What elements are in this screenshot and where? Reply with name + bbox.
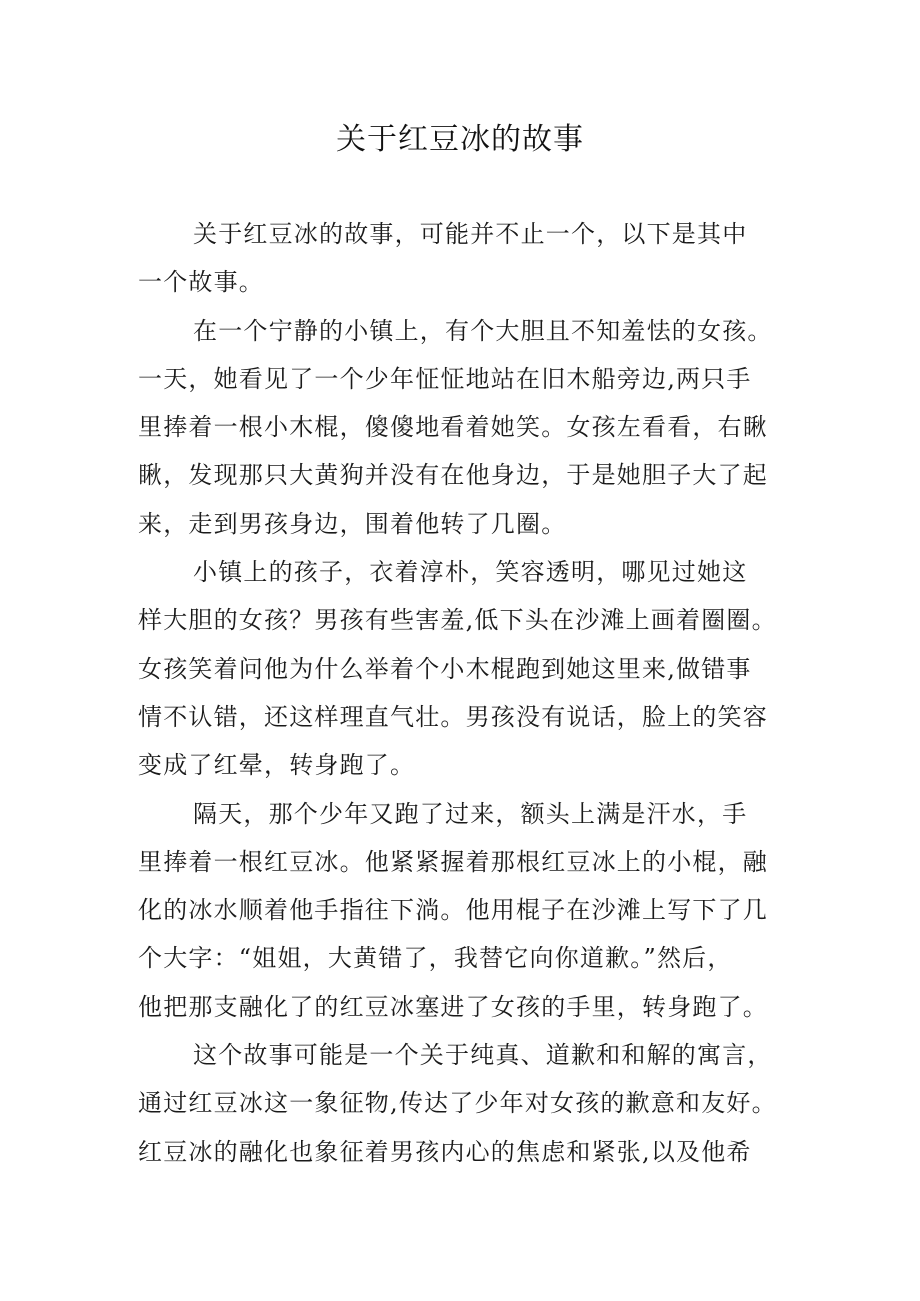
text-line: 一天，她看见了一个少年怔怔地站在旧木船旁边,两只手 [138,364,752,393]
text-line: 个大字：“姐姐，大黄错了，我替它向你道歉。”然后， [138,944,733,973]
text-line: 里捧着一根红豆冰。他紧紧握着那根红豆冰上的小棍，融 [138,847,768,876]
text-line: 这个故事可能是一个关于纯真、道歉和和解的寓言， [193,1041,773,1070]
text-line: 红豆冰的融化也象征着男孩内心的焦虑和紧张,以及他希 [138,1137,752,1166]
paragraph-2 [138,307,798,548]
text-line: 关于红豆冰的故事，可能并不止一个，以下是其中 [193,220,748,248]
text-line: 女孩笑着问他为什么举着个小木棍跑到她这里来,做错事 [138,654,752,683]
text-line: 隔天，那个少年又跑了过来，额头上满是汗水，手 [193,799,748,828]
text-line: 变成了红晕，转身跑了。 [138,751,416,780]
text-line: 来，走到男孩身边，围着他转了几圈。 [138,509,567,538]
text-line: 一个故事。 [138,268,264,297]
text-line: 他把那支融化了的红豆冰塞进了女孩的手里，转身跑了。 [138,992,768,1021]
text-line: 样大胆的女孩？男孩有些害羞,低下头在沙滩上画着圈圈。 [138,606,777,635]
text-line: 小镇上的孩子，衣着淳朴，笑容透明，哪见过她这 [193,558,748,587]
paragraph-1 [138,210,798,307]
paragraph-5 [138,1031,798,1176]
document-body [138,210,798,1176]
paragraph-3 [138,548,798,789]
text-line: 瞅，发现那只大黄狗并没有在他身边，于是她胆子大了起 [138,461,768,490]
document-title: 关于红豆冰的故事 [336,122,584,157]
paragraph-4 [138,790,798,1031]
text-line: 情不认错，还这样理直气壮。男孩没有说话，脸上的笑容 [138,702,768,731]
text-line: 化的冰水顺着他手指往下淌。他用棍子在沙滩上写下了几 [138,896,768,925]
text-line: 里捧着一根小木棍，傻傻地看着她笑。女孩左看看，右瞅 [138,413,768,442]
text-line: 通过红豆冰这一象征物,传达了少年对女孩的歉意和友好。 [138,1089,777,1118]
text-line: 在一个宁静的小镇上，有个大胆且不知羞怯的女孩。 [193,316,773,345]
